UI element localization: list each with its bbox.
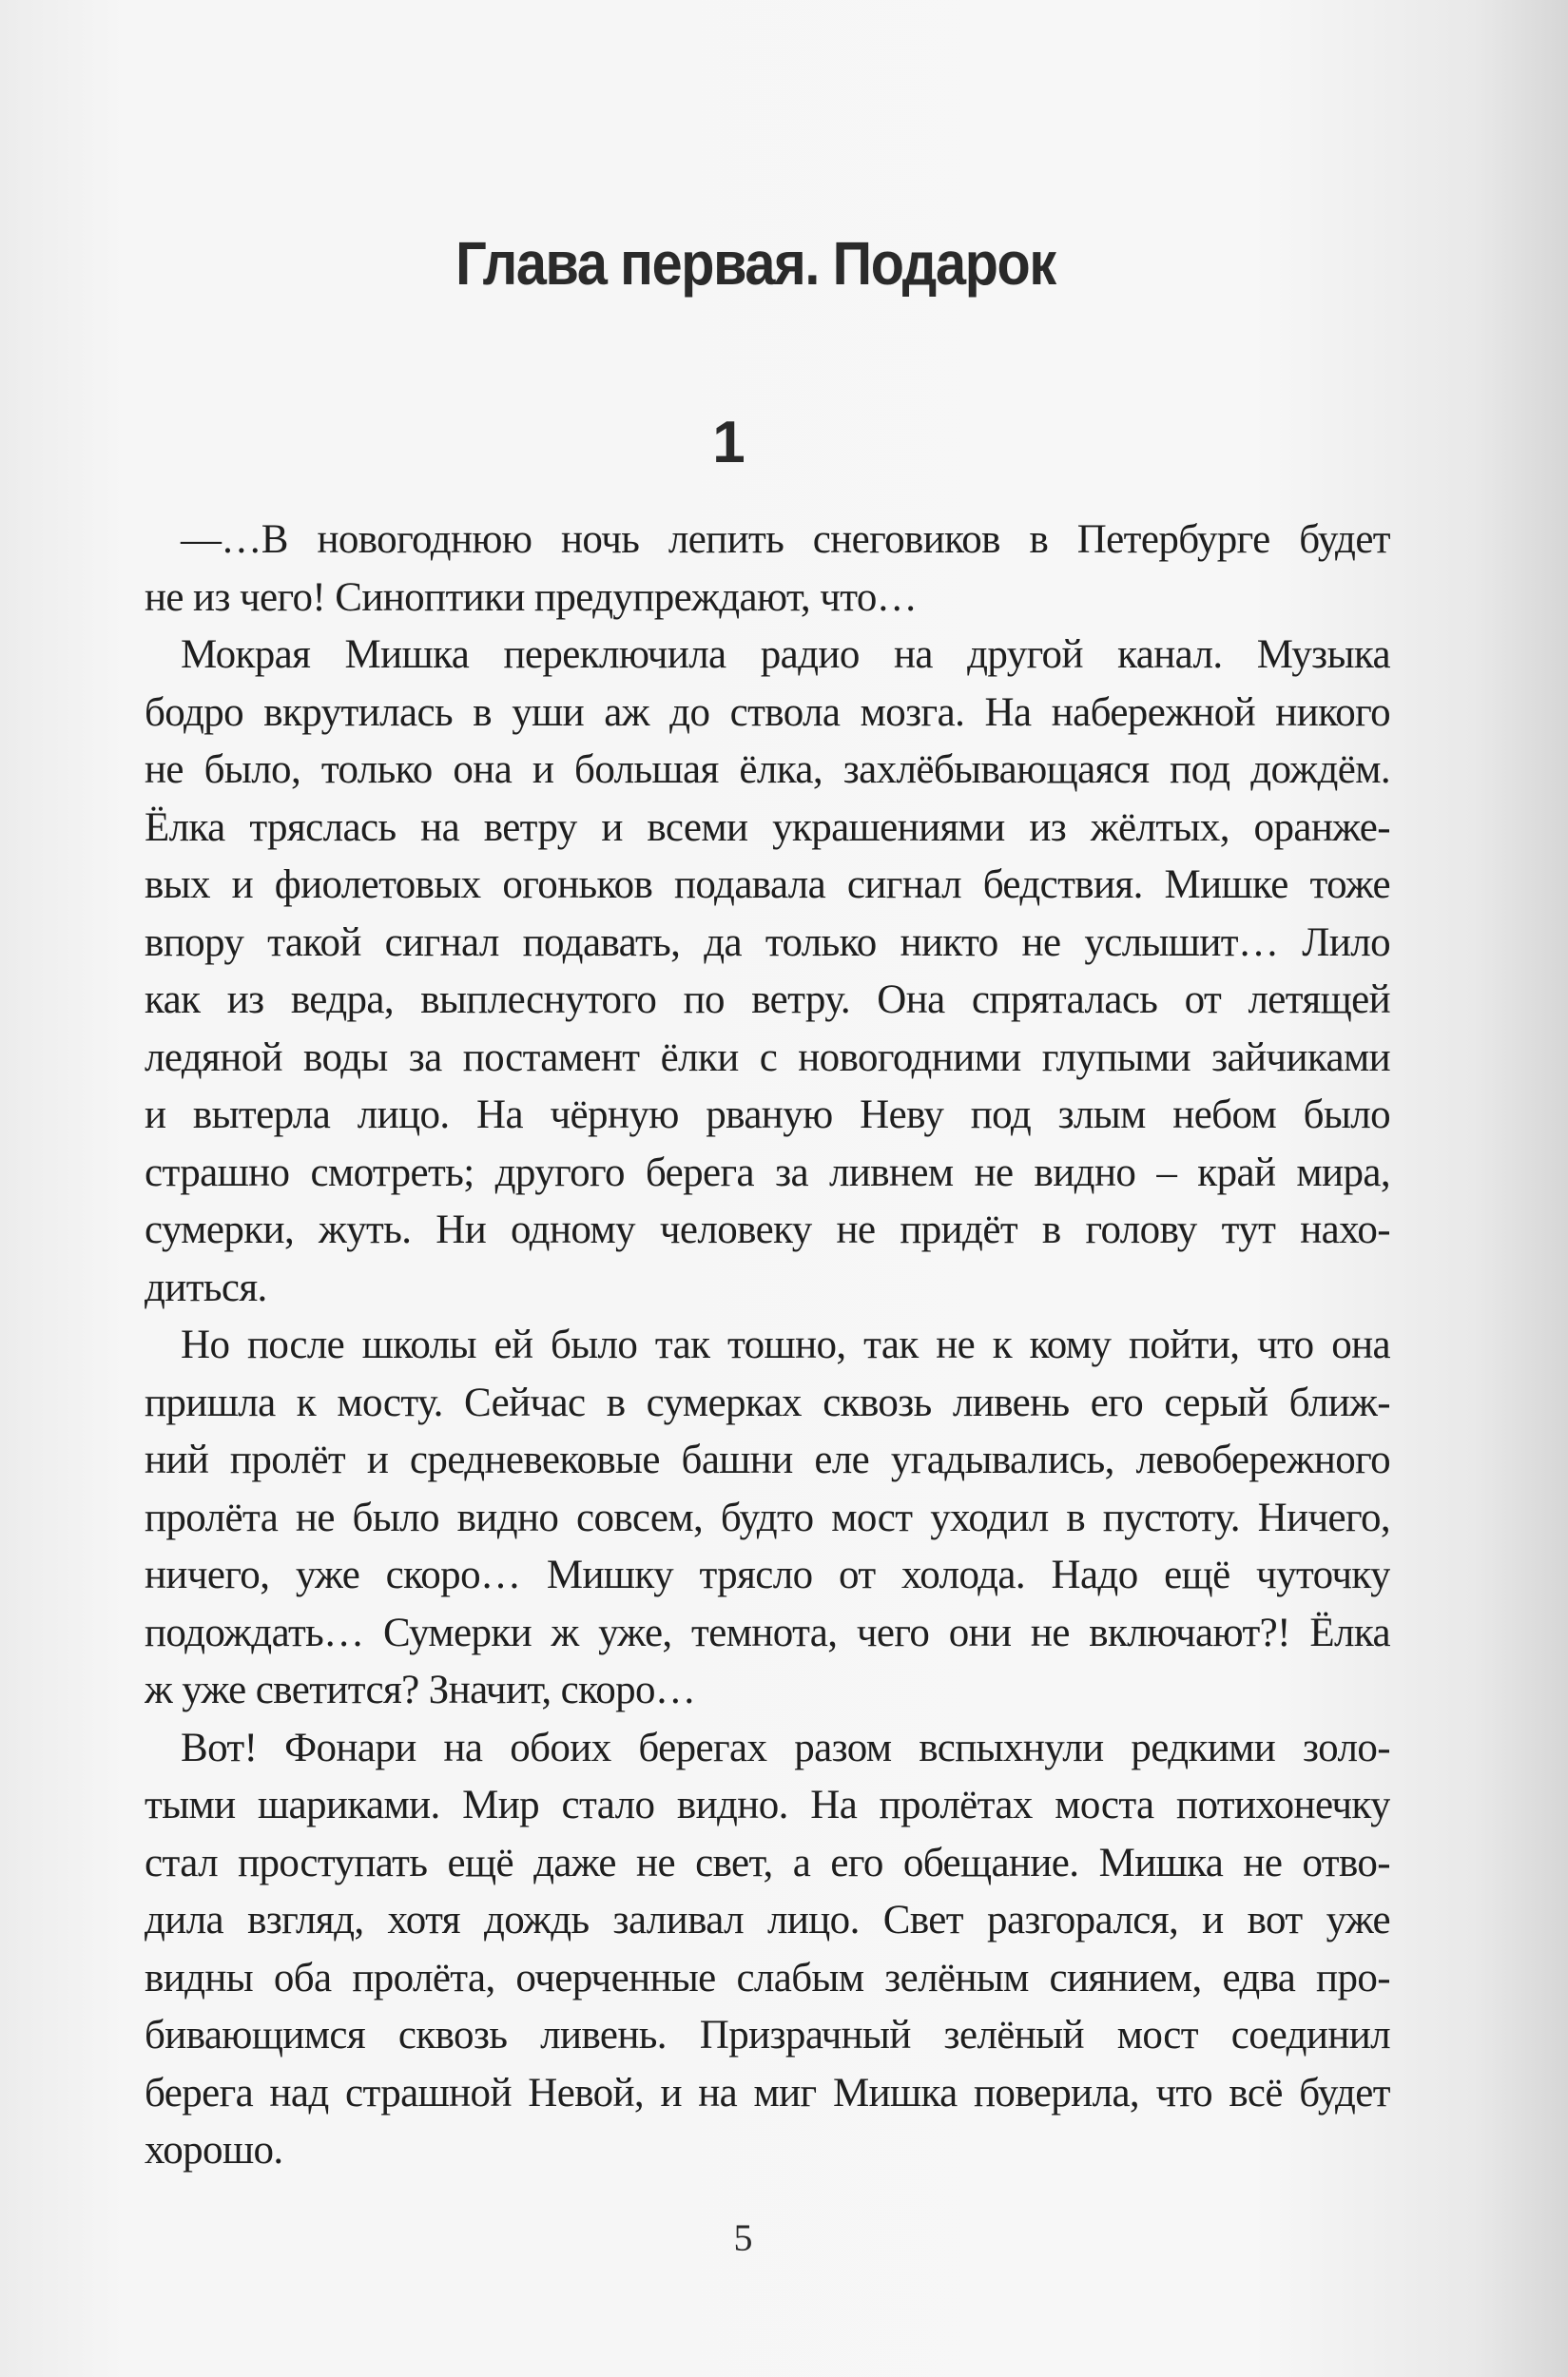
text-line: впору такой сигнал подавать, да только никто не услышит… Лило: [145, 919, 1390, 965]
text-line: страшно смотреть; другого берега за ливнем не видно – край мира,: [145, 1150, 1390, 1195]
text-line: пришла к мосту. Сейчас в сумерках сквозь ливень его серый ближ-: [145, 1380, 1390, 1425]
text-line: ж уже светится? Значит, скоро…: [145, 1668, 696, 1712]
text-line: сумерки, жуть. Ни одному человеку не придёт в голову тут нахо-: [145, 1208, 1390, 1252]
paragraph: [145, 627, 1390, 1317]
text-line: подождать… Сумерки ж уже, темнота, чего они не включают?! Ёлка: [145, 1610, 1390, 1655]
text-line: ледяной воды за постамент ёлки с новогодними глупыми зайчиками: [145, 1034, 1390, 1080]
section-number: 1: [712, 410, 745, 475]
text-line: видны оба пролёта, очерченные слабым зелёным сиянием, едва про-: [145, 1955, 1390, 2000]
text-line: —…В новогоднюю ночь лепить снеговиков в Петербурге будет: [181, 517, 1390, 562]
text-line: ничего, уже скоро… Мишку трясло от холода. Надо ещё чуточку: [145, 1553, 1390, 1597]
text-line: не было, только она и большая ёлка, захлёбывающаяся под дождём.: [145, 747, 1390, 792]
text-line: Но после школы ей было так тошно, так не к кому пойти, что она: [181, 1323, 1390, 1367]
text-line: как из ведра, выплеснутого по ветру. Она спряталась от летящей: [145, 977, 1390, 1022]
text-line: бодро вкрутилась в уши аж до ствола мозга. На набережной никого: [145, 689, 1390, 735]
chapter-title: Глава первая. Подарок: [455, 229, 1055, 298]
text-line: не из чего! Синоптики предупреждают, что…: [145, 574, 918, 620]
text-line: диться.: [145, 1265, 267, 1310]
text-line: ний пролёт и средневековые башни еле угадывались, левобережного: [145, 1438, 1390, 1482]
text-line: берега над страшной Невой, и на миг Мишка поверила, что всё будет: [145, 2070, 1390, 2116]
text-line: вых и фиолетовых огоньков подавала сигнал бедствия. Мишке тоже: [145, 862, 1390, 907]
page-number: 5: [733, 2216, 753, 2259]
text-line: хорошо.: [145, 2128, 283, 2173]
text-line: и вытерла лицо. На чёрную рваную Неву под злым небом было: [145, 1092, 1390, 1137]
text-line: Ёлка тряслась на ветру и всеми украшениями из жёлтых, оранже-: [145, 804, 1390, 850]
text-line: дила взгляд, хотя дождь заливал лицо. Свет разгорался, и вот уже: [145, 1898, 1390, 1942]
text-line: тыми шариками. Мир стало видно. На пролётах моста потихонечку: [145, 1783, 1390, 1827]
text-line: стал проступать ещё даже не свет, а его обещание. Мишка не отво-: [145, 1840, 1390, 1885]
text-line: пролёта не было видно совсем, будто мост уходил в пустоту. Ничего,: [145, 1495, 1390, 1540]
paragraph: [145, 1720, 1390, 2180]
paragraph: [145, 512, 1390, 627]
paragraph: [145, 1317, 1390, 1720]
text-line: Вот! Фонари на обоих берегах разом вспыхнули редкими золо-: [181, 1725, 1390, 1770]
text-line: Мокрая Мишка переключила радио на другой канал. Музыка: [181, 632, 1390, 677]
text-line: бивающимся сквозь ливень. Призрачный зелёный мост соединил: [145, 2013, 1390, 2058]
body-text: [145, 512, 1390, 2180]
